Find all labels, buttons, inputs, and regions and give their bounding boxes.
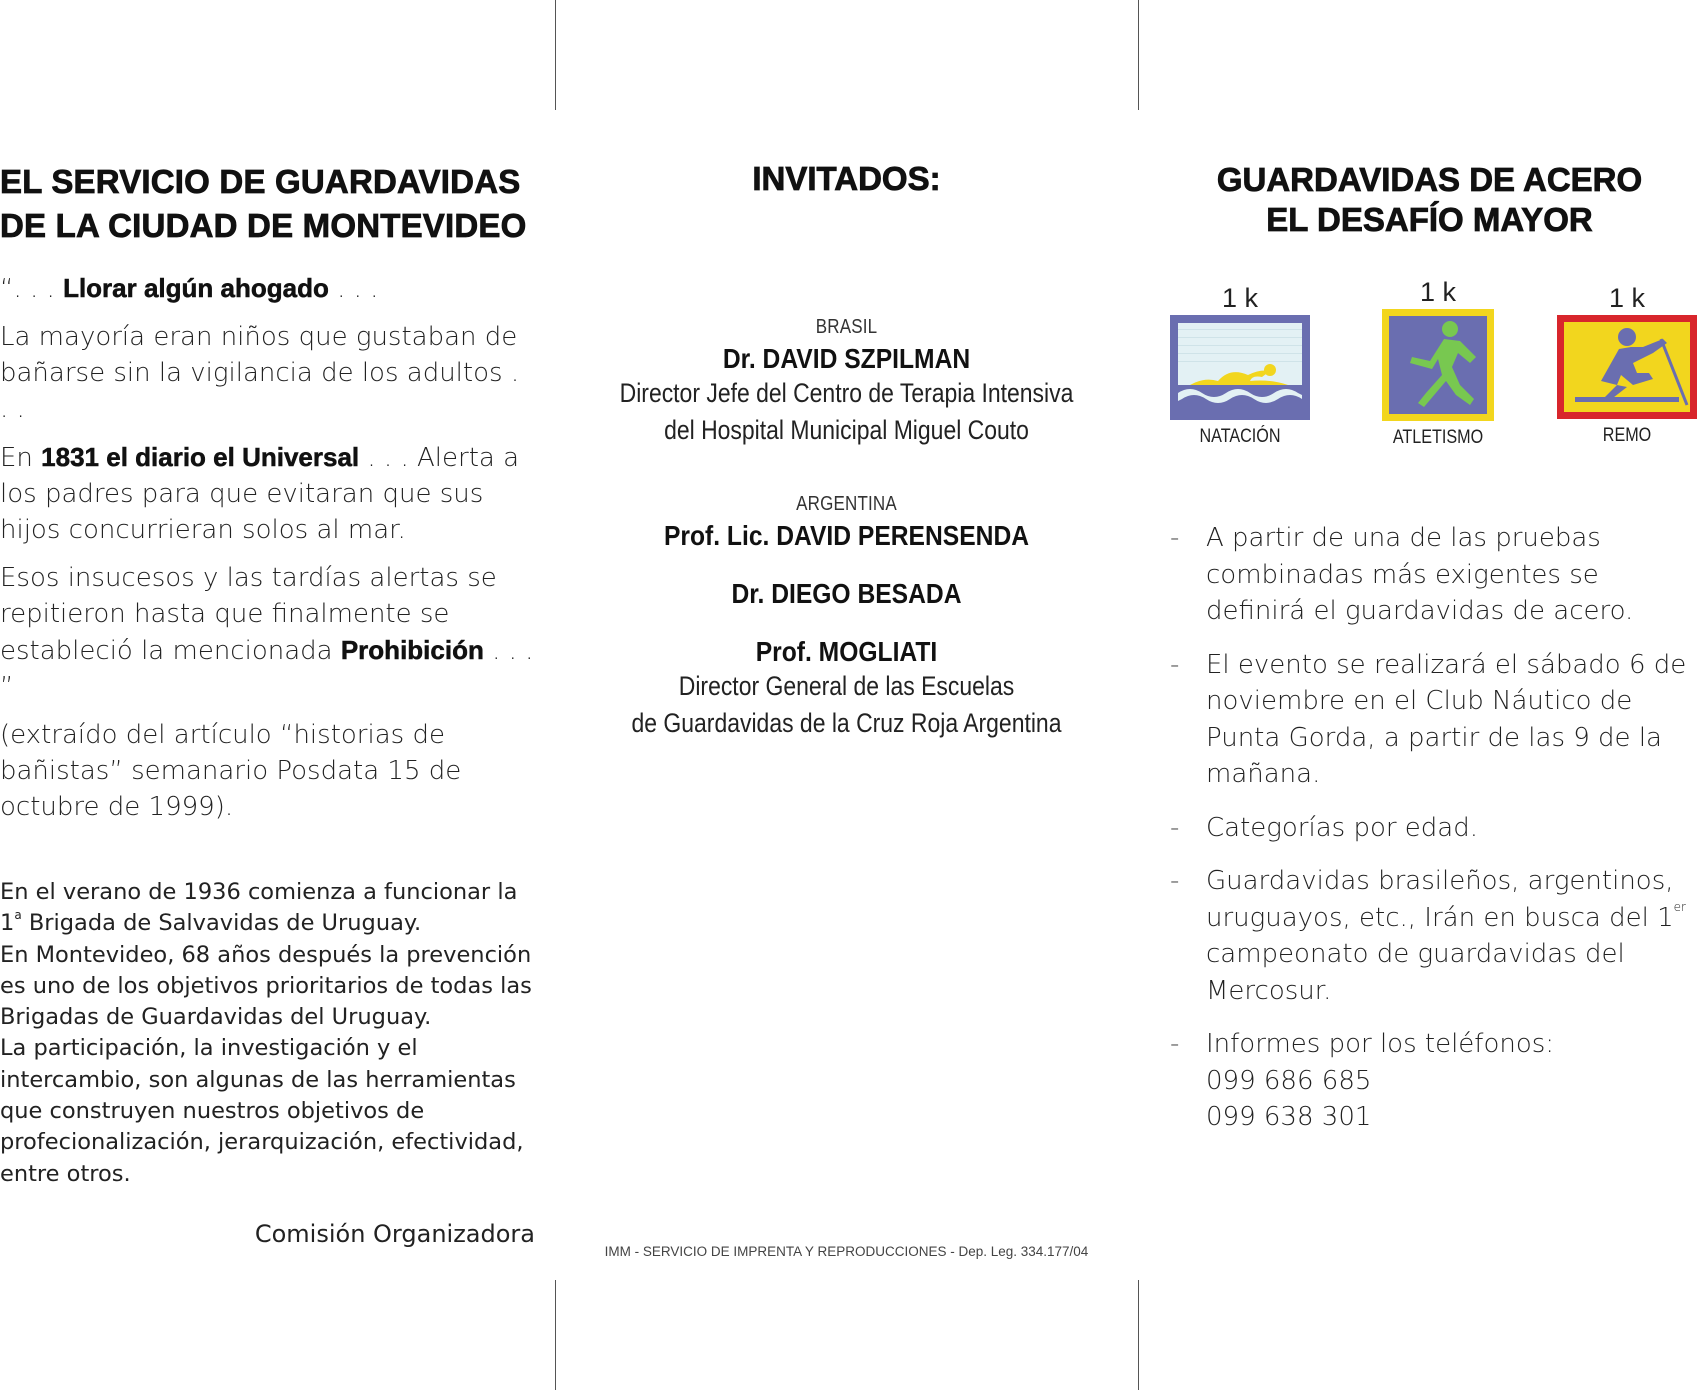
print-footer: IMM - SERVICIO DE IMPRENTA Y REPRODUCCIONES - Dep. Leg. 334.177/04	[604, 1244, 1089, 1259]
list-item-text-a: Guardavidas brasileños, argentinos, uruguayos, etc., Irán en busca del 1	[1206, 866, 1674, 933]
fold-line-top-right	[1138, 0, 1139, 110]
paragraph-4: (extraído del artículo “historias de bañistas” semanario Posdata 15 de octubre de 1999).	[0, 720, 462, 822]
right-title-line2: EL DESAFÍO MAYOR	[1266, 201, 1593, 238]
bullet-dash: -	[1170, 812, 1180, 843]
fold-line-top-left	[555, 0, 556, 110]
sport-swimming	[1160, 283, 1320, 448]
right-panel	[1160, 160, 1699, 1160]
guest3-name: Dr. DIEGO BESADA	[731, 578, 962, 609]
small-paragraph-1	[0, 877, 535, 940]
list-item-text: A partir de una de las pruebas combinadas más exigentes se definirá el guardavidas de acero.	[1206, 523, 1634, 626]
quote-tail: . . .	[328, 274, 379, 304]
guest1-country: BRASIL	[815, 316, 878, 338]
paragraph-3	[0, 560, 535, 705]
bullet-dash: -	[1170, 523, 1180, 553]
small-paragraph-1-b: Brigada de Salvavidas de Uruguay.	[21, 910, 422, 937]
right-title	[1160, 160, 1699, 240]
small-paragraph-1-a: En el verano de 1936 comienza a funcionar la 1	[0, 879, 518, 937]
guest1-name: Dr. DAVID SZPILMAN	[722, 343, 971, 374]
paragraph-3-text: Esos insucesos y las tardías alertas se repitieron hasta que finalmente se estableció la mencionada	[0, 563, 497, 666]
rower-icon	[1557, 315, 1697, 419]
list-item	[1170, 810, 1699, 847]
quote-intro	[0, 270, 535, 307]
paragraph-1: La mayoría eran niños que gustaban de bañarse sin la vigilancia de los adultos . . .	[0, 322, 520, 424]
list-item	[1170, 520, 1699, 630]
guest4-role-line1: Director General de las Escuelas	[678, 671, 1015, 701]
bullet-dash: -	[1170, 866, 1180, 896]
paragraph-2-pre: En	[0, 443, 42, 473]
event-details-list	[1170, 520, 1699, 1153]
paragraph-3-bold: Prohibición	[340, 635, 484, 665]
guest4-role-line2: de Guardavidas de la Cruz Roja Argentina	[631, 708, 1062, 738]
fold-line-bottom-left	[555, 1280, 556, 1390]
small-paragraph-1-sup: a	[14, 908, 22, 923]
sport-rowing-label: REMO	[1602, 425, 1652, 446]
sport-athletics-label: ATLETISMO	[1392, 427, 1484, 448]
list-item-text-b: campeonato de guardavidas del Mercosur.	[1206, 939, 1625, 1006]
guest4-name: Prof. MOGLIATI	[755, 636, 938, 667]
list-item	[1170, 1026, 1699, 1136]
sport-rowing	[1557, 283, 1697, 447]
guests-title: INVITADOS:	[752, 160, 941, 197]
list-item	[1170, 647, 1699, 793]
left-panel	[0, 160, 535, 1248]
guest1-role-line1: Director Jefe del Centro de Terapia Intensiva	[619, 378, 1074, 408]
bullet-dash: -	[1170, 1029, 1180, 1059]
phone-number-1: 099 686 685	[1206, 1065, 1372, 1096]
paragraph-3-tail: . . . ”	[0, 636, 534, 702]
small-paragraph-2: En Montevideo, 68 años después la prevención es uno de los objetivos prioritarios de todas las Brigadas de Guardavidas del Uruguay.	[0, 941, 532, 1031]
guest2-country: ARGENTINA	[796, 493, 897, 515]
fold-line-bottom-right	[1138, 1280, 1139, 1390]
sport-swimming-distance: 1 k	[1221, 283, 1259, 313]
quote-bold: Llorar algún ahogado	[63, 273, 329, 303]
list-item-sup: er	[1673, 899, 1686, 914]
paragraph-2	[0, 439, 535, 548]
list-item-text: El evento se realizará el sábado 6 de noviembre en el Club Náutico de Punta Gorda, a partir de las 9 de la mañana.	[1206, 649, 1687, 789]
phone-number-2: 099 638 301	[1206, 1102, 1372, 1132]
runner-icon	[1382, 309, 1494, 421]
list-item-text: Informes por los teléfonos:	[1206, 1029, 1555, 1059]
left-heading-line2: DE LA CIUDAD DE MONTEVIDEO	[0, 207, 527, 244]
swimmer-icon	[1170, 315, 1310, 420]
bullet-dash: -	[1170, 649, 1180, 680]
small-paragraph-3: La participación, la investigación y el intercambio, son algunas de las herramientas que construyen nuestros objetivos de profecionalización, jerarquización, efectividad, entre otros.	[0, 1035, 524, 1187]
sport-swimming-label: NATACIÓN	[1199, 426, 1281, 447]
right-title-line1: GUARDAVIDAS DE ACERO	[1216, 161, 1643, 198]
middle-panel	[555, 160, 1138, 742]
quote-open: “. . .	[0, 274, 64, 304]
sport-athletics-distance: 1 k	[1419, 277, 1457, 307]
guest1-role-line2: del Hospital Municipal Miguel Couto	[664, 415, 1029, 445]
paragraph-2-bold: 1831 el diario el Universal	[41, 442, 360, 472]
list-item	[1170, 863, 1699, 1009]
left-heading-line1: EL SERVICIO DE GUARDAVIDAS	[0, 163, 521, 200]
sport-athletics	[1378, 277, 1498, 449]
sport-rowing-distance: 1 k	[1608, 283, 1646, 313]
left-heading	[0, 160, 535, 248]
list-item-text: Categorías por edad.	[1206, 812, 1479, 843]
signature: Comisión Organizadora	[254, 1219, 535, 1248]
paragraph-2-post: . . . Alerta a los padres para que evitaran que sus hijos concurrieran solos al mar.	[0, 443, 520, 545]
guest2-name: Prof. Lic. DAVID PERENSENDA	[663, 520, 1030, 551]
